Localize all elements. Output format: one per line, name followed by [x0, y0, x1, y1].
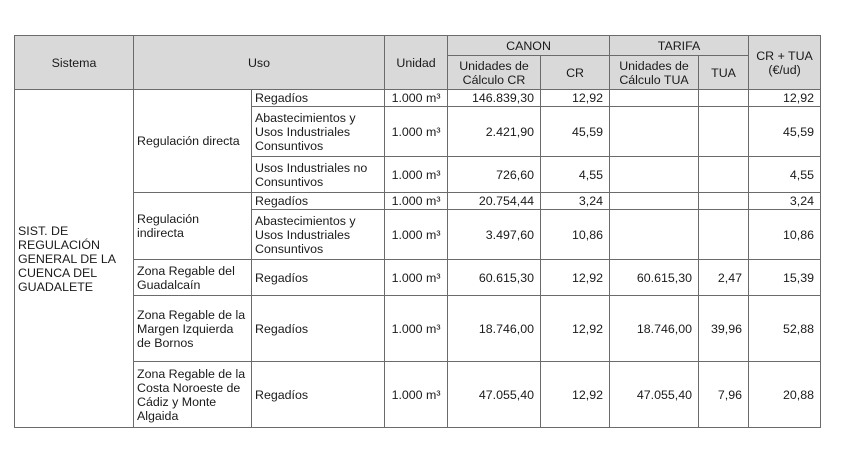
unidad-cell: 1.000 m³ — [385, 296, 448, 362]
unidad-cell: 1.000 m³ — [385, 362, 448, 428]
header-tua: TUA — [699, 56, 749, 90]
sistema-cell: SIST. DE REGULACIÓN GENERAL DE LA CUENCA DEL GUADALETE — [15, 90, 134, 428]
cr-cell: 4,55 — [541, 157, 610, 193]
group-reg-indirecta: Regulación indirecta — [134, 193, 252, 260]
tua-cell: 7,96 — [699, 362, 749, 428]
unidad-cell: 1.000 m³ — [385, 193, 448, 210]
uc-cr-cell: 726,60 — [448, 157, 541, 193]
tua-cell — [699, 193, 749, 210]
header-uc-cr: Unidades de Cálculo CR — [448, 56, 541, 90]
header-unidad: Unidad — [385, 36, 448, 90]
group-guadalcain: Zona Regable del Guadalcaín — [134, 260, 252, 296]
table-row — [15, 362, 821, 428]
total-cell: 45,59 — [749, 107, 821, 157]
header-uc-tua: Unidades de Cálculo TUA — [610, 56, 699, 90]
uc-tua-cell — [610, 193, 699, 210]
tua-cell — [699, 90, 749, 107]
total-cell: 52,88 — [749, 296, 821, 362]
table-body — [15, 90, 821, 428]
unidad-cell: 1.000 m³ — [385, 260, 448, 296]
unidad-cell: 1.000 m³ — [385, 90, 448, 107]
uc-cr-cell: 20.754,44 — [448, 193, 541, 210]
group-costa-noroeste: Zona Regable de la Costa Noroeste de Cádiz y Monte Algaida — [134, 362, 252, 428]
uc-tua-cell: 18.746,00 — [610, 296, 699, 362]
uc-cr-cell: 47.055,40 — [448, 362, 541, 428]
tua-cell — [699, 210, 749, 260]
cr-cell: 3,24 — [541, 193, 610, 210]
uc-cr-cell: 146.839,30 — [448, 90, 541, 107]
uc-cr-cell: 3.497,60 — [448, 210, 541, 260]
header-cr: CR — [541, 56, 610, 90]
table-row — [15, 193, 821, 210]
group-reg-directa: Regulación directa — [134, 90, 252, 193]
unidad-cell: 1.000 m³ — [385, 157, 448, 193]
tua-cell: 2,47 — [699, 260, 749, 296]
cr-cell: 10,86 — [541, 210, 610, 260]
total-cell: 3,24 — [749, 193, 821, 210]
tua-cell: 39,96 — [699, 296, 749, 362]
unidad-cell: 1.000 m³ — [385, 107, 448, 157]
header-uso: Uso — [134, 36, 385, 90]
cr-cell: 45,59 — [541, 107, 610, 157]
table-row — [15, 296, 821, 362]
uc-tua-cell — [610, 157, 699, 193]
uso-cell: Abastecimientos y Usos Industriales Consuntivos — [252, 107, 385, 157]
total-cell: 15,39 — [749, 260, 821, 296]
header-canon: CANON — [448, 36, 610, 56]
uso-cell: Regadíos — [252, 193, 385, 210]
tua-cell — [699, 107, 749, 157]
uc-cr-cell: 2.421,90 — [448, 107, 541, 157]
total-cell: 12,92 — [749, 90, 821, 107]
table-header — [15, 36, 821, 90]
header-sistema: Sistema — [15, 36, 134, 90]
tua-cell — [699, 157, 749, 193]
total-cell: 10,86 — [749, 210, 821, 260]
uso-cell: Regadíos — [252, 362, 385, 428]
tariff-table-container — [14, 35, 820, 428]
cr-cell: 12,92 — [541, 90, 610, 107]
table-row — [15, 90, 821, 107]
uc-tua-cell: 60.615,30 — [610, 260, 699, 296]
uc-tua-cell — [610, 107, 699, 157]
uc-cr-cell: 18.746,00 — [448, 296, 541, 362]
tariff-table — [14, 35, 821, 428]
total-cell: 4,55 — [749, 157, 821, 193]
uso-cell: Regadíos — [252, 296, 385, 362]
header-total: CR + TUA (€/ud) — [749, 36, 821, 90]
group-margen-izquierda: Zona Regable de la Margen Izquierda de Bornos — [134, 296, 252, 362]
cr-cell: 12,92 — [541, 362, 610, 428]
cr-cell: 12,92 — [541, 296, 610, 362]
table-row — [15, 260, 821, 296]
uc-tua-cell — [610, 90, 699, 107]
total-cell: 20,88 — [749, 362, 821, 428]
unidad-cell: 1.000 m³ — [385, 210, 448, 260]
uso-cell: Regadíos — [252, 260, 385, 296]
uc-tua-cell: 47.055,40 — [610, 362, 699, 428]
uc-tua-cell — [610, 210, 699, 260]
uc-cr-cell: 60.615,30 — [448, 260, 541, 296]
uso-cell: Usos Industriales no Consuntivos — [252, 157, 385, 193]
header-tarifa: TARIFA — [610, 36, 749, 56]
uso-cell: Regadíos — [252, 90, 385, 107]
uso-cell: Abastecimientos y Usos Industriales Consuntivos — [252, 210, 385, 260]
cr-cell: 12,92 — [541, 260, 610, 296]
